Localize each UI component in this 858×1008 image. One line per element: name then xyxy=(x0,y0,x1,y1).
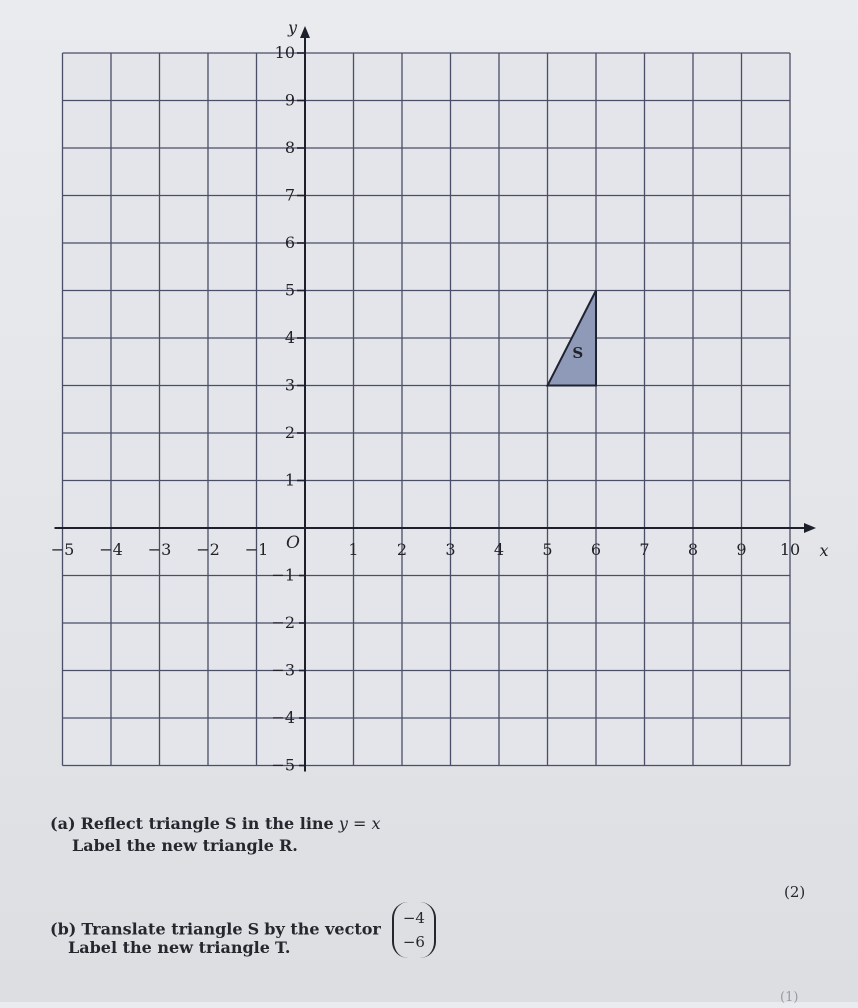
y-tick-label: 4 xyxy=(284,328,295,347)
question-a-marks: (2) xyxy=(784,883,806,901)
x-tick-label: 6 xyxy=(590,540,602,559)
x-tick-label: −2 xyxy=(196,540,220,559)
x-tick-label: −5 xyxy=(50,540,75,559)
translation-vector xyxy=(392,902,436,958)
x-tick-label: −1 xyxy=(244,540,269,559)
question-b-prefix: (b) xyxy=(50,919,77,939)
question-b-shape: S xyxy=(247,919,260,939)
y-tick-label: 1 xyxy=(284,470,295,490)
question-a-prefix: (a) xyxy=(50,814,76,833)
triangle-s-label: S xyxy=(572,343,584,362)
origin-label: O xyxy=(286,533,300,553)
question-b-text: Translate triangle xyxy=(81,919,243,939)
question-b-new-shape: T. xyxy=(275,938,291,957)
x-tick-label: 3 xyxy=(445,540,456,559)
y-tick-label: 9 xyxy=(284,90,295,110)
question-a-shape: S xyxy=(225,814,237,833)
question-b-line2 xyxy=(68,938,290,958)
question-a-label-instruction: Label the new triangle xyxy=(72,836,274,855)
question-b-marks: (1) xyxy=(780,990,799,1005)
y-tick-label: −1 xyxy=(271,565,295,585)
y-tick-label: 6 xyxy=(284,233,295,252)
y-tick-label: 2 xyxy=(284,423,295,442)
y-tick-label: 7 xyxy=(284,185,295,205)
y-tick-label: −3 xyxy=(271,660,295,680)
x-tick-label: 1 xyxy=(348,540,359,559)
y-tick-label: −4 xyxy=(271,708,295,727)
question-a-equation: y = x xyxy=(338,814,381,833)
x-tick-label: 10 xyxy=(779,540,801,559)
y-tick-label: −5 xyxy=(271,755,295,775)
x-tick-label: 5 xyxy=(542,540,553,559)
y-tick-label: 5 xyxy=(284,280,295,300)
y-tick-label: −2 xyxy=(271,613,295,632)
x-tick-label: 2 xyxy=(396,540,408,559)
question-a-text: Reflect triangle xyxy=(80,814,220,833)
vector-top: −4 xyxy=(402,909,425,927)
y-tick-label: 3 xyxy=(284,375,295,395)
vector-bottom: −6 xyxy=(402,933,425,951)
question-a-text-mid: in the line xyxy=(241,814,334,833)
y-axis-label: y xyxy=(287,18,297,37)
x-tick-label: 9 xyxy=(736,540,747,559)
x-axis-label: x xyxy=(819,541,829,560)
grid-paper xyxy=(63,53,791,766)
question-a-line2 xyxy=(72,836,298,856)
question-b-label-instruction: Label the new triangle xyxy=(68,938,270,957)
x-tick-label: −3 xyxy=(147,540,172,559)
question-a-new-shape: R. xyxy=(279,836,298,855)
y-tick-label: 8 xyxy=(284,138,295,157)
x-tick-label: −4 xyxy=(99,540,123,559)
y-axis-arrow-icon xyxy=(300,26,310,38)
question-b-text-mid: by the vector xyxy=(264,919,381,939)
x-tick-label: 8 xyxy=(687,540,699,559)
x-tick-label: 4 xyxy=(493,540,505,559)
question-a-line1 xyxy=(50,814,380,834)
y-tick-label: 10 xyxy=(274,43,295,62)
x-axis-arrow-icon xyxy=(804,523,816,533)
x-tick-label: 7 xyxy=(639,540,650,559)
